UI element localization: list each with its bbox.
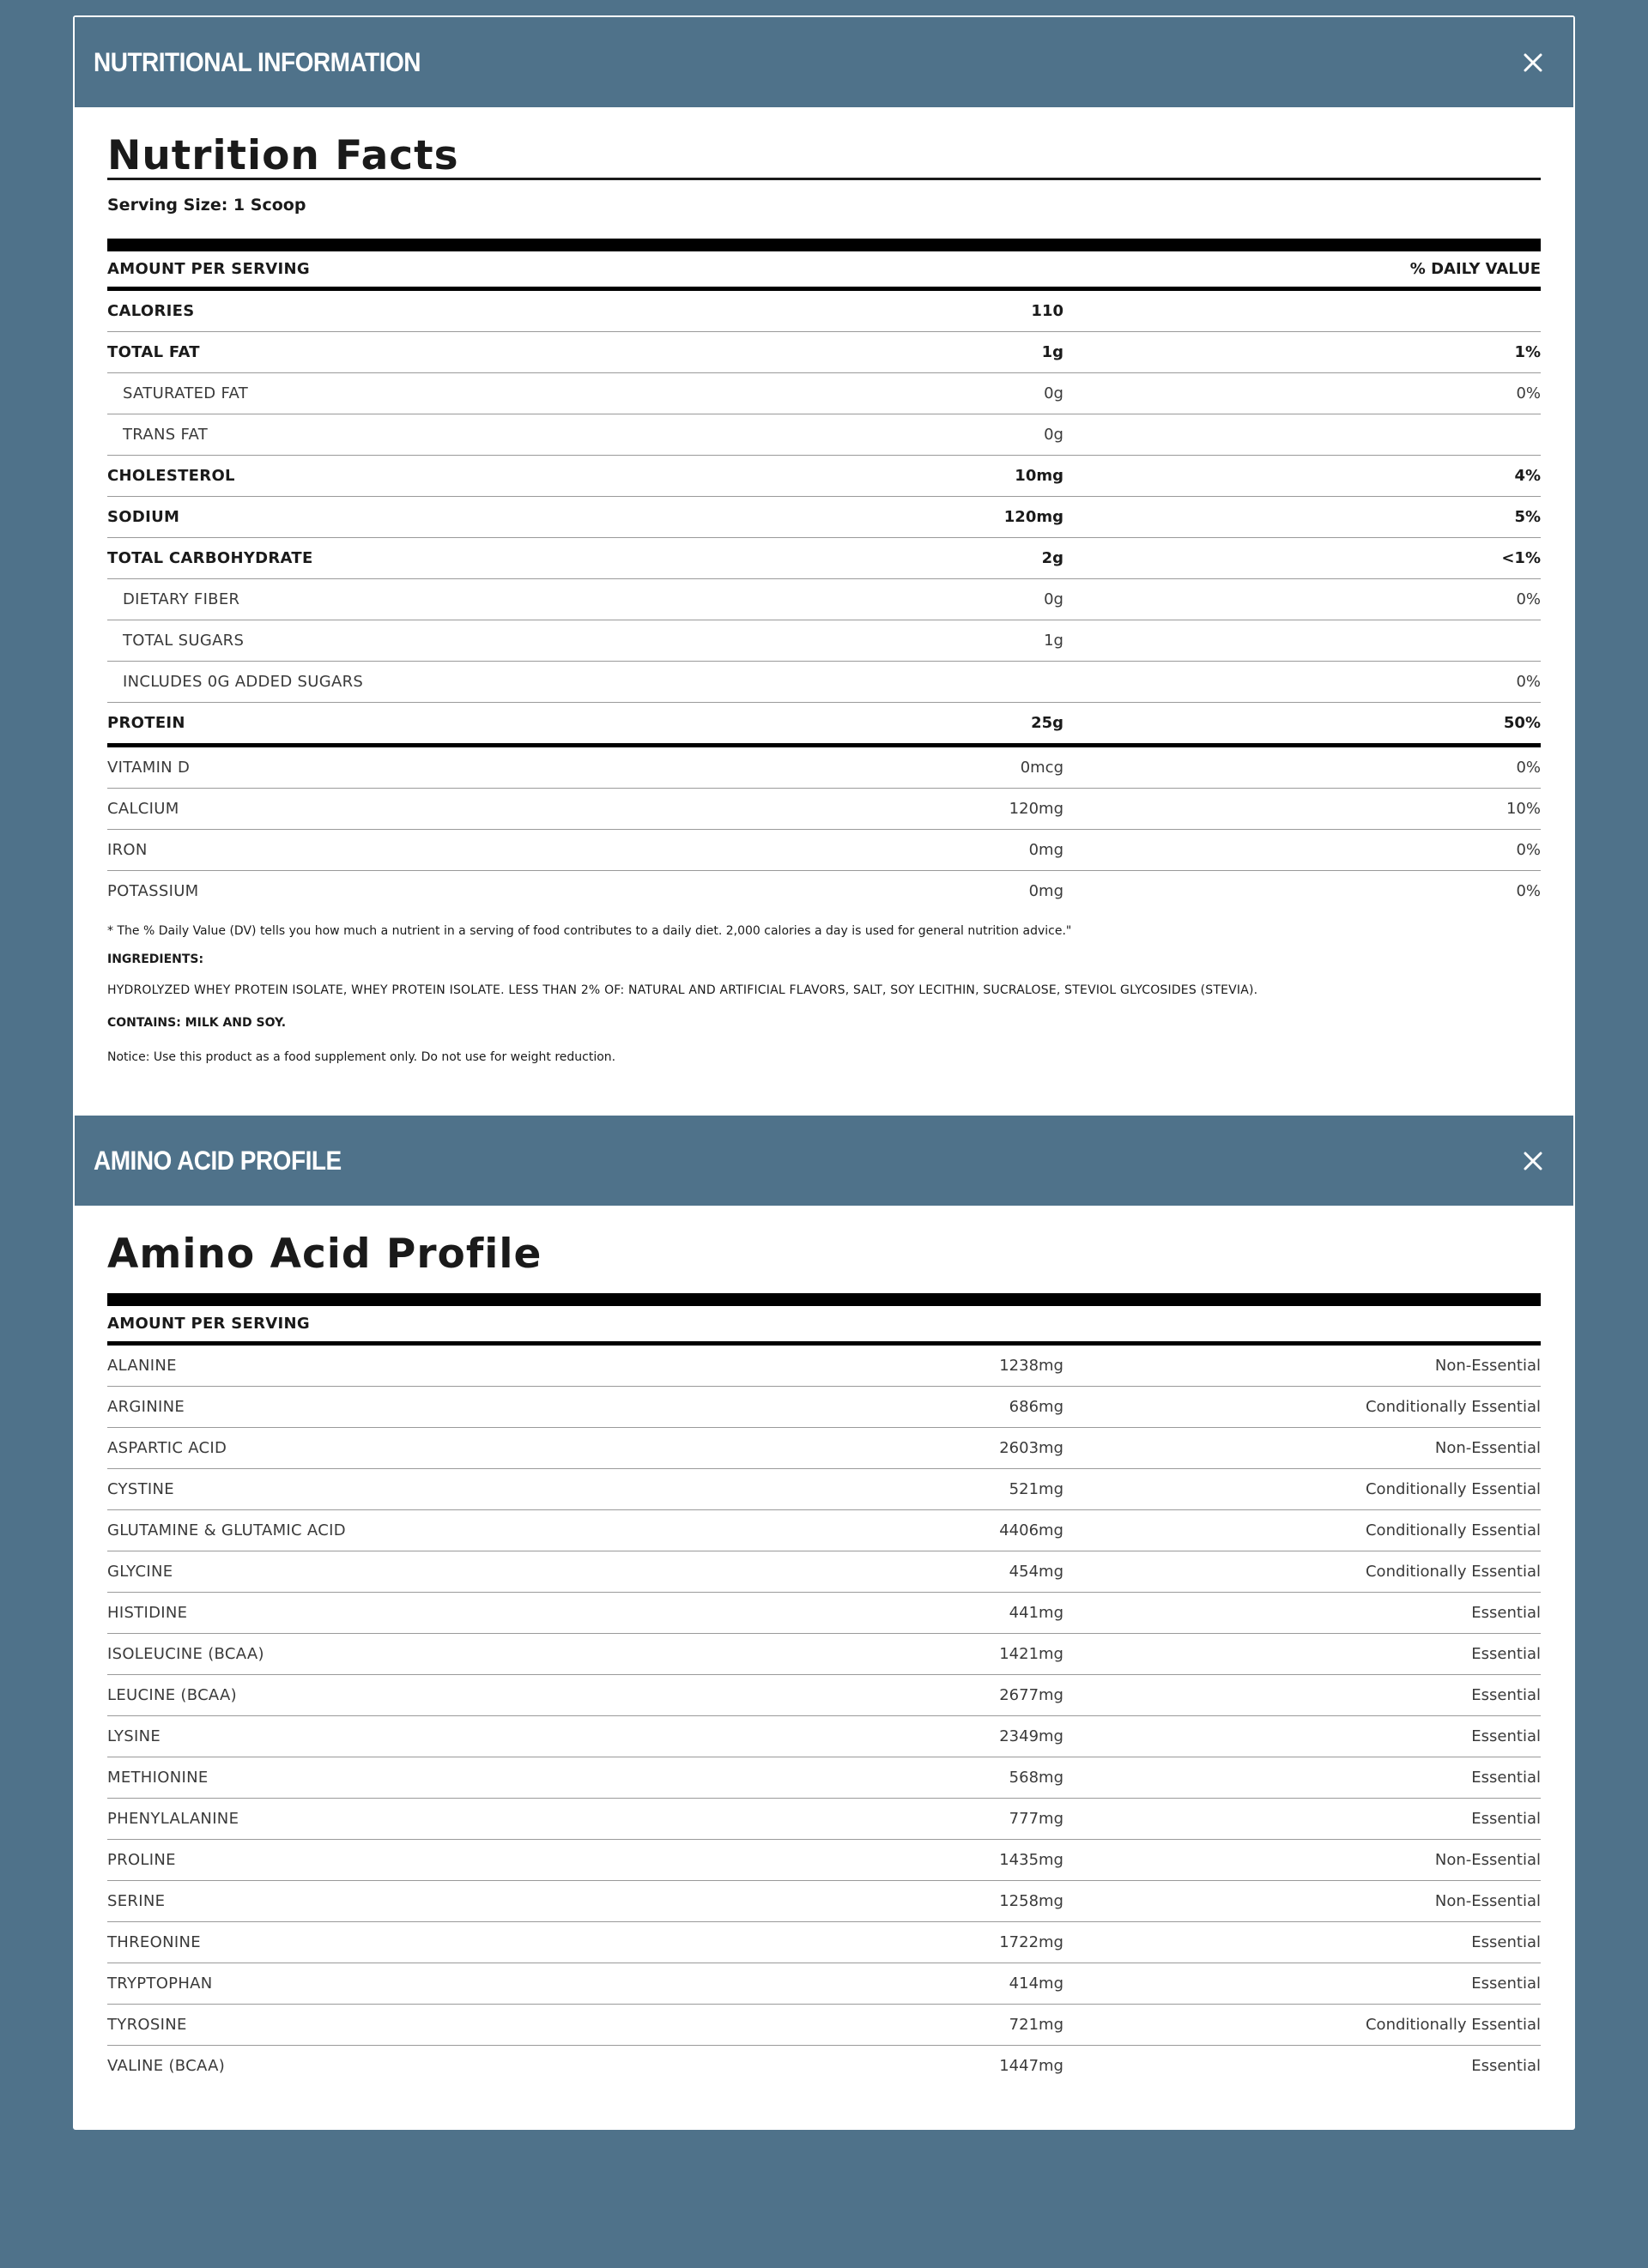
nutrient-daily-value: 4% bbox=[1514, 467, 1541, 485]
amino-row bbox=[107, 1469, 1541, 1510]
amino-name: HISTIDINE bbox=[107, 1604, 188, 1623]
nutrient-name: IRON bbox=[107, 841, 148, 859]
amino-row bbox=[107, 1963, 1541, 2005]
amino-classification: Essential bbox=[1471, 1810, 1541, 1829]
nutrient-row bbox=[107, 579, 1541, 620]
nutrient-row bbox=[107, 497, 1541, 538]
header-amount-per-serving: AMOUNT PER SERVING bbox=[107, 1315, 310, 1334]
amino-amount: 454mg bbox=[1009, 1563, 1063, 1582]
nutrient-name: SODIUM bbox=[107, 508, 180, 526]
amino-content bbox=[75, 1206, 1573, 2086]
amino-classification: Non-Essential bbox=[1434, 1439, 1541, 1458]
amino-name: VALINE (BCAA) bbox=[107, 2057, 226, 2076]
nutrient-daily-value: <1% bbox=[1501, 549, 1541, 567]
nutrient-daily-value: 5% bbox=[1514, 508, 1541, 526]
amino-name: CYSTINE bbox=[107, 1480, 174, 1499]
nutrient-name: TOTAL SUGARS bbox=[123, 632, 245, 650]
nutrient-row bbox=[107, 830, 1541, 871]
amino-row bbox=[107, 1757, 1541, 1799]
nutrition-header-bar bbox=[75, 17, 1573, 107]
close-icon bbox=[1518, 1146, 1548, 1176]
nutrient-row bbox=[107, 662, 1541, 703]
nutrient-name: POTASSIUM bbox=[107, 882, 199, 900]
ingredients-heading: INGREDIENTS: bbox=[107, 953, 204, 967]
amino-amount: 568mg bbox=[1009, 1769, 1063, 1787]
nutrient-daily-value: 0% bbox=[1516, 590, 1541, 608]
nutrient-name: CALORIES bbox=[107, 302, 195, 320]
amino-classification: Non-Essential bbox=[1434, 1851, 1541, 1870]
nutrient-row bbox=[107, 703, 1541, 747]
close-icon bbox=[1518, 48, 1548, 77]
daily-value-footnote: * The % Daily Value (DV) tells you how much a nutrient in a serving of food contributes to a daily diet. 2,000 calories a day is used for general nutrition advice." bbox=[107, 924, 1072, 938]
amino-classification: Conditionally Essential bbox=[1365, 1521, 1541, 1540]
nutrient-daily-value: 0% bbox=[1516, 882, 1541, 900]
nutrient-daily-value: 0% bbox=[1516, 384, 1541, 402]
nutrient-name: TRANS FAT bbox=[123, 426, 209, 444]
amino-classification: Non-Essential bbox=[1434, 1892, 1541, 1911]
nutrient-name: SATURATED FAT bbox=[123, 384, 249, 402]
heavy-rule bbox=[107, 1293, 1541, 1306]
amino-amount: 441mg bbox=[1009, 1604, 1063, 1623]
nutrient-name: DIETARY FIBER bbox=[123, 590, 240, 608]
amino-table-body bbox=[107, 1346, 1541, 2086]
usage-notice: Notice: Use this product as a food supplement only. Do not use for weight reduction. bbox=[107, 1050, 616, 1065]
serving-size: Serving Size: 1 Scoop bbox=[107, 196, 306, 215]
amino-row bbox=[107, 1840, 1541, 1881]
amino-row bbox=[107, 2005, 1541, 2046]
amino-classification: Essential bbox=[1471, 2057, 1541, 2076]
ingredients-text: HYDROLYZED WHEY PROTEIN ISOLATE, WHEY PROTEIN ISOLATE. LESS THAN 2% OF: NATURAL AND ARTIFICIAL FLAVORS, SALT, SOY LECITHIN, SUCRALOSE, STEVIOL GLYCOSIDES (STEVIA). bbox=[107, 983, 1258, 998]
amino-name: ARGININE bbox=[107, 1398, 185, 1417]
amino-row bbox=[107, 1675, 1541, 1716]
amino-name: ISOLEUCINE (BCAA) bbox=[107, 1645, 264, 1664]
nutrition-modal bbox=[73, 15, 1575, 2130]
amino-row bbox=[107, 1881, 1541, 1922]
amino-name: ASPARTIC ACID bbox=[107, 1439, 227, 1458]
amino-header-bar bbox=[75, 1116, 1573, 1206]
amino-classification: Non-Essential bbox=[1434, 1357, 1541, 1376]
nutrient-row bbox=[107, 456, 1541, 497]
nutrient-amount: 0mg bbox=[1028, 841, 1063, 859]
amino-row bbox=[107, 1387, 1541, 1428]
nutrient-row bbox=[107, 538, 1541, 579]
amino-row bbox=[107, 1428, 1541, 1469]
nutrient-amount: 1g bbox=[1044, 632, 1063, 650]
amino-row bbox=[107, 1716, 1541, 1757]
nutrient-row bbox=[107, 789, 1541, 830]
nutrient-name: CHOLESTEROL bbox=[107, 467, 235, 485]
nutrient-daily-value: 0% bbox=[1516, 841, 1541, 859]
amino-amount: 2349mg bbox=[999, 1727, 1063, 1746]
amino-amount: 777mg bbox=[1009, 1810, 1063, 1829]
nutrient-name: VITAMIN D bbox=[107, 759, 191, 777]
nutrient-daily-value: 0% bbox=[1516, 759, 1541, 777]
amino-classification: Essential bbox=[1471, 1604, 1541, 1623]
amino-name: TYROSINE bbox=[107, 2016, 187, 2035]
amino-row bbox=[107, 1551, 1541, 1593]
amino-classification: Conditionally Essential bbox=[1365, 1398, 1541, 1417]
amino-amount: 721mg bbox=[1009, 2016, 1063, 2035]
nutrient-daily-value: 10% bbox=[1506, 800, 1541, 818]
amino-row bbox=[107, 1922, 1541, 1963]
amino-name: THREONINE bbox=[107, 1933, 201, 1952]
amino-amount: 2603mg bbox=[999, 1439, 1063, 1458]
nutrient-daily-value: 0% bbox=[1516, 673, 1541, 691]
amino-amount: 521mg bbox=[1009, 1480, 1063, 1499]
nutrient-row bbox=[107, 871, 1541, 911]
nutrient-name: INCLUDES 0G ADDED SUGARS bbox=[123, 673, 364, 691]
close-amino-button[interactable] bbox=[1518, 1146, 1548, 1176]
amino-amount: 1722mg bbox=[999, 1933, 1063, 1952]
amino-name: LYSINE bbox=[107, 1727, 161, 1746]
amino-classification: Conditionally Essential bbox=[1365, 1480, 1541, 1499]
nutrient-name: TOTAL CARBOHYDRATE bbox=[107, 549, 313, 567]
header-daily-value: % DAILY VALUE bbox=[1409, 260, 1541, 278]
amino-row bbox=[107, 1799, 1541, 1840]
nutrient-row bbox=[107, 291, 1541, 332]
nutrient-name: TOTAL FAT bbox=[107, 343, 200, 361]
nutrient-row bbox=[107, 747, 1541, 789]
amino-row bbox=[107, 1634, 1541, 1675]
nutrient-amount: 2g bbox=[1041, 549, 1063, 567]
nutrition-table-body bbox=[107, 291, 1541, 911]
header-amount-per-serving: AMOUNT PER SERVING bbox=[107, 260, 310, 278]
nutrient-amount: 110 bbox=[1031, 302, 1063, 320]
amino-name: PROLINE bbox=[107, 1851, 176, 1870]
allergen-contains: CONTAINS: MILK AND SOY. bbox=[107, 1016, 287, 1031]
nutrient-name: PROTEIN bbox=[107, 714, 185, 732]
amino-classification: Essential bbox=[1471, 1933, 1541, 1952]
amino-amount: 1258mg bbox=[999, 1892, 1063, 1911]
amino-classification: Conditionally Essential bbox=[1365, 1563, 1541, 1582]
nutrient-name: CALCIUM bbox=[107, 800, 179, 818]
amino-classification: Essential bbox=[1471, 1727, 1541, 1746]
nutrient-amount: 10mg bbox=[1015, 467, 1063, 485]
amino-row bbox=[107, 1346, 1541, 1387]
nutrient-row bbox=[107, 373, 1541, 414]
amino-classification: Essential bbox=[1471, 1769, 1541, 1787]
amino-amount: 414mg bbox=[1009, 1975, 1063, 1993]
nutrient-amount: 0g bbox=[1044, 590, 1063, 608]
amino-row bbox=[107, 2046, 1541, 2086]
nutrient-amount: 0g bbox=[1044, 384, 1063, 402]
close-nutrition-button[interactable] bbox=[1518, 48, 1548, 77]
amino-row bbox=[107, 1593, 1541, 1634]
amino-acid-title: Amino Acid Profile bbox=[107, 1231, 542, 1279]
amino-name: LEUCINE (BCAA) bbox=[107, 1686, 237, 1705]
nutrient-amount: 0mg bbox=[1028, 882, 1063, 900]
amino-amount: 2677mg bbox=[999, 1686, 1063, 1705]
nutrient-amount: 25g bbox=[1031, 714, 1063, 732]
nutrition-table-header bbox=[107, 251, 1541, 291]
amino-classification: Conditionally Essential bbox=[1365, 2016, 1541, 2035]
amino-name: TRYPTOPHAN bbox=[107, 1975, 213, 1993]
nutrition-bar-title: NUTRITIONAL INFORMATION bbox=[94, 46, 421, 77]
amino-name: PHENYLALANINE bbox=[107, 1810, 239, 1829]
nutrient-amount: 0g bbox=[1044, 426, 1063, 444]
heavy-rule bbox=[107, 239, 1541, 251]
amino-amount: 1435mg bbox=[999, 1851, 1063, 1870]
amino-name: GLYCINE bbox=[107, 1563, 173, 1582]
amino-name: METHIONINE bbox=[107, 1769, 209, 1787]
amino-name: ALANINE bbox=[107, 1357, 177, 1376]
nutrient-row bbox=[107, 414, 1541, 456]
nutrition-content bbox=[75, 107, 1573, 1064]
amino-table-header bbox=[107, 1306, 1541, 1346]
nutrient-amount: 0mcg bbox=[1020, 759, 1063, 777]
amino-name: GLUTAMINE & GLUTAMIC ACID bbox=[107, 1521, 346, 1540]
nutrient-row bbox=[107, 332, 1541, 373]
amino-name: SERINE bbox=[107, 1892, 166, 1911]
amino-bar-title: AMINO ACID PROFILE bbox=[94, 1145, 342, 1176]
amino-amount: 4406mg bbox=[999, 1521, 1063, 1540]
nutrient-row bbox=[107, 620, 1541, 662]
amino-classification: Essential bbox=[1471, 1686, 1541, 1705]
amino-classification: Essential bbox=[1471, 1975, 1541, 1993]
nutrient-amount: 1g bbox=[1041, 343, 1063, 361]
nutrient-daily-value: 50% bbox=[1503, 714, 1541, 732]
amino-classification: Essential bbox=[1471, 1645, 1541, 1664]
amino-amount: 1447mg bbox=[999, 2057, 1063, 2076]
nutrient-amount: 120mg bbox=[1009, 800, 1063, 818]
amino-amount: 1421mg bbox=[999, 1645, 1063, 1664]
amino-amount: 1238mg bbox=[999, 1357, 1063, 1376]
nutrition-facts-title: Nutrition Facts bbox=[107, 107, 1541, 180]
amino-amount: 686mg bbox=[1009, 1398, 1063, 1417]
amino-row bbox=[107, 1510, 1541, 1551]
nutrient-daily-value: 1% bbox=[1514, 343, 1541, 361]
nutrient-amount: 120mg bbox=[1003, 508, 1063, 526]
